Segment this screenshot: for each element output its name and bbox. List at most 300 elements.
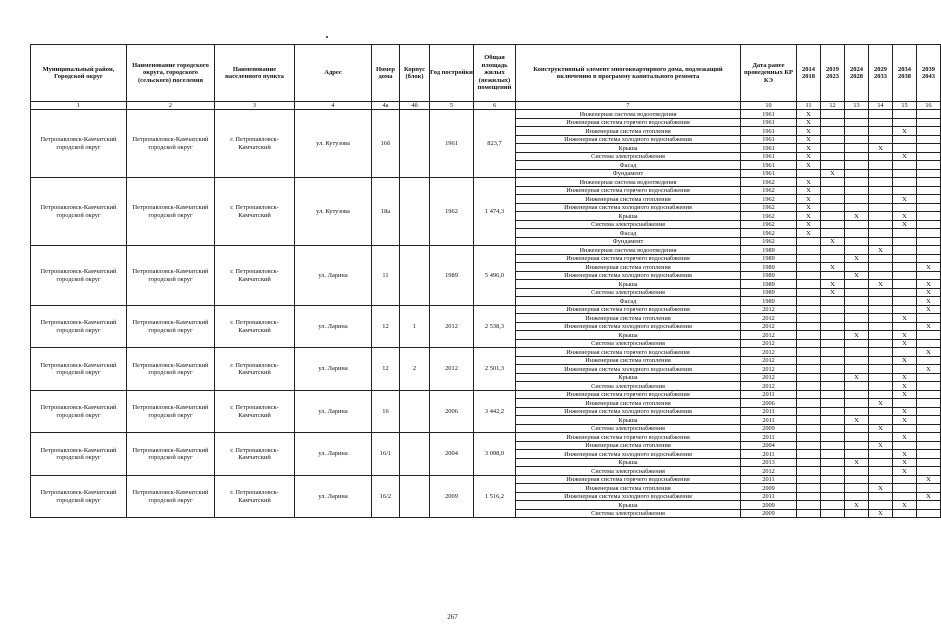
period-mark — [893, 237, 917, 246]
house-district: Петропавловск-Камчатский городской округ — [31, 348, 127, 391]
house-block — [400, 433, 430, 476]
period-mark — [869, 373, 893, 382]
period-mark: X — [797, 212, 821, 221]
period-mark — [797, 365, 821, 374]
period-mark — [821, 450, 845, 459]
column-header: Год постройки — [430, 45, 474, 102]
period-mark — [845, 492, 869, 501]
house-locality: г. Петропавловск-Камчатский — [215, 110, 295, 178]
element-repair-date: 1961 — [741, 118, 797, 127]
period-mark: X — [797, 178, 821, 187]
house-year: 2006 — [430, 390, 474, 433]
period-mark — [821, 424, 845, 433]
element-repair-date: 2011 — [741, 390, 797, 399]
column-number: 15 — [893, 102, 917, 110]
period-mark — [917, 212, 941, 221]
period-mark — [797, 271, 821, 280]
period-mark — [893, 246, 917, 255]
house-locality: г. Петропавловск-Камчатский — [215, 475, 295, 518]
house-settlement: Петропавловск-Камчатский городской округ — [127, 110, 215, 178]
period-mark — [797, 373, 821, 382]
element-name: Инженерная система отопления — [516, 127, 741, 136]
house-year: 2012 — [430, 348, 474, 391]
period-mark — [917, 220, 941, 229]
period-mark — [797, 331, 821, 340]
period-mark: X — [893, 501, 917, 510]
period-mark — [797, 322, 821, 331]
period-mark: X — [917, 348, 941, 357]
house-street: ул. Ларина — [295, 433, 372, 476]
element-name: Фасад — [516, 297, 741, 306]
period-mark — [869, 348, 893, 357]
period-mark — [797, 339, 821, 348]
period-mark: X — [893, 195, 917, 204]
table-row — [31, 246, 941, 255]
house-area: 1 516,2 — [474, 475, 516, 518]
house-settlement: Петропавловск-Камчатский городской округ — [127, 433, 215, 476]
period-mark: X — [917, 365, 941, 374]
period-mark — [845, 110, 869, 119]
period-mark — [893, 135, 917, 144]
period-mark — [821, 161, 845, 170]
period-mark — [821, 254, 845, 263]
period-mark — [869, 212, 893, 221]
element-repair-date: 1961 — [741, 161, 797, 170]
house-block — [400, 246, 430, 306]
element-repair-date: 1989 — [741, 254, 797, 263]
house-settlement: Петропавловск-Камчатский городской округ — [127, 246, 215, 306]
period-mark — [893, 424, 917, 433]
period-mark — [797, 475, 821, 484]
period-mark — [917, 450, 941, 459]
element-repair-date: 2011 — [741, 475, 797, 484]
period-mark — [917, 416, 941, 425]
element-name: Инженерная система холодного водоснабжения — [516, 203, 741, 212]
period-mark: X — [845, 271, 869, 280]
period-mark — [821, 135, 845, 144]
period-mark — [821, 110, 845, 119]
period-mark — [917, 390, 941, 399]
period-mark — [869, 271, 893, 280]
element-name: Система электроснабжения — [516, 220, 741, 229]
period-mark — [821, 178, 845, 187]
period-mark — [893, 280, 917, 289]
house-house: 16 — [372, 390, 400, 433]
element-repair-date: 2006 — [741, 399, 797, 408]
period-mark — [869, 390, 893, 399]
period-mark — [893, 178, 917, 187]
period-mark: X — [893, 331, 917, 340]
element-name: Инженерная система отопления — [516, 314, 741, 323]
column-number: 11 — [797, 102, 821, 110]
column-number: 2 — [127, 102, 215, 110]
period-mark: X — [869, 441, 893, 450]
element-repair-date: 2009 — [741, 501, 797, 510]
period-mark: X — [821, 280, 845, 289]
period-mark — [821, 118, 845, 127]
period-mark — [821, 195, 845, 204]
period-mark — [869, 220, 893, 229]
period-mark — [893, 161, 917, 170]
period-mark — [797, 501, 821, 510]
element-repair-date: 1989 — [741, 280, 797, 289]
element-repair-date: 1989 — [741, 271, 797, 280]
period-mark — [917, 169, 941, 178]
period-mark — [893, 110, 917, 119]
element-repair-date: 2012 — [741, 305, 797, 314]
period-mark — [869, 305, 893, 314]
period-mark — [869, 186, 893, 195]
period-mark — [797, 509, 821, 518]
element-repair-date: 2011 — [741, 492, 797, 501]
element-repair-date: 2011 — [741, 407, 797, 416]
element-repair-date: 2012 — [741, 322, 797, 331]
period-mark — [917, 186, 941, 195]
element-repair-date: 1962 — [741, 229, 797, 238]
house-area: 823,7 — [474, 110, 516, 178]
element-name: Система электроснабжения — [516, 424, 741, 433]
period-mark — [821, 220, 845, 229]
period-mark — [917, 484, 941, 493]
element-repair-date: 2013 — [741, 458, 797, 467]
period-mark — [917, 441, 941, 450]
element-repair-date: 1962 — [741, 195, 797, 204]
house-locality: г. Петропавловск-Камчатский — [215, 305, 295, 348]
period-mark — [917, 331, 941, 340]
house-year: 1989 — [430, 246, 474, 306]
column-header: Конструктивный элемент многоквартирного дома, подлежащий включению в программу капитального ремонта — [516, 45, 741, 102]
element-repair-date: 1961 — [741, 127, 797, 136]
scan-speck — [326, 36, 328, 38]
element-name: Инженерная система холодного водоснабжения — [516, 271, 741, 280]
period-mark — [797, 297, 821, 306]
period-mark — [869, 263, 893, 272]
element-repair-date: 1989 — [741, 288, 797, 297]
column-number: 4а — [372, 102, 400, 110]
period-mark — [821, 348, 845, 357]
house-block — [400, 475, 430, 518]
period-mark — [869, 314, 893, 323]
period-mark: X — [917, 263, 941, 272]
period-mark — [797, 288, 821, 297]
period-mark — [893, 441, 917, 450]
period-mark: X — [893, 356, 917, 365]
element-name: Крыша — [516, 212, 741, 221]
period-mark: X — [893, 212, 917, 221]
period-mark — [845, 356, 869, 365]
period-mark — [821, 441, 845, 450]
period-mark — [797, 450, 821, 459]
period-mark — [797, 348, 821, 357]
period-mark — [821, 433, 845, 442]
period-mark — [893, 484, 917, 493]
element-name: Инженерная система холодного водоснабжения — [516, 450, 741, 459]
element-name: Система электроснабжения — [516, 152, 741, 161]
period-mark — [869, 475, 893, 484]
period-mark: X — [869, 280, 893, 289]
period-mark — [821, 271, 845, 280]
element-repair-date: 2011 — [741, 450, 797, 459]
period-mark — [821, 331, 845, 340]
element-name: Фасад — [516, 161, 741, 170]
period-mark — [893, 271, 917, 280]
column-number: 5 — [430, 102, 474, 110]
period-mark — [797, 433, 821, 442]
house-settlement: Петропавловск-Камчатский городской округ — [127, 475, 215, 518]
period-mark — [845, 305, 869, 314]
period-mark — [845, 390, 869, 399]
element-repair-date: 1961 — [741, 152, 797, 161]
element-repair-date: 2012 — [741, 314, 797, 323]
element-repair-date: 2012 — [741, 467, 797, 476]
period-mark — [869, 501, 893, 510]
period-mark — [797, 407, 821, 416]
period-mark: X — [797, 152, 821, 161]
period-mark — [917, 339, 941, 348]
period-mark — [845, 450, 869, 459]
period-mark — [797, 305, 821, 314]
period-mark — [917, 509, 941, 518]
period-mark — [797, 246, 821, 255]
column-number: 16 — [917, 102, 941, 110]
element-name: Инженерная система горячего водоснабжения — [516, 186, 741, 195]
period-mark — [845, 237, 869, 246]
element-name: Инженерная система водоотведения — [516, 178, 741, 187]
period-mark — [821, 144, 845, 153]
period-mark — [917, 229, 941, 238]
house-district: Петропавловск-Камчатский городской округ — [31, 305, 127, 348]
house-area: 2 501,3 — [474, 348, 516, 391]
period-mark: X — [869, 144, 893, 153]
element-name: Инженерная система отопления — [516, 484, 741, 493]
period-mark: X — [797, 110, 821, 119]
period-mark — [845, 203, 869, 212]
element-name: Крыша — [516, 331, 741, 340]
period-mark: X — [917, 475, 941, 484]
period-mark — [845, 186, 869, 195]
period-mark — [893, 203, 917, 212]
period-mark — [821, 229, 845, 238]
table-row — [31, 178, 941, 187]
element-repair-date: 1962 — [741, 203, 797, 212]
element-name: Инженерная система отопления — [516, 263, 741, 272]
house-street: ул. Ларина — [295, 390, 372, 433]
period-mark — [869, 152, 893, 161]
house-year: 1961 — [430, 110, 474, 178]
column-header: Корпус (блок) — [400, 45, 430, 102]
column-header: Дата ранее проведенных КР КЭ — [741, 45, 797, 102]
period-mark — [917, 127, 941, 136]
house-locality: г. Петропавловск-Камчатский — [215, 348, 295, 391]
period-mark: X — [845, 254, 869, 263]
element-repair-date: 1962 — [741, 212, 797, 221]
house-locality: г. Петропавловск-Камчатский — [215, 246, 295, 306]
period-mark: X — [917, 288, 941, 297]
house-house: 11 — [372, 246, 400, 306]
table-row — [31, 390, 941, 399]
period-mark — [797, 254, 821, 263]
house-house: 16/1 — [372, 433, 400, 476]
period-mark — [869, 407, 893, 416]
period-mark — [821, 501, 845, 510]
period-mark: X — [869, 424, 893, 433]
column-number: 10 — [741, 102, 797, 110]
element-name: Инженерная система горячего водоснабжения — [516, 433, 741, 442]
element-name: Система электроснабжения — [516, 339, 741, 348]
period-mark — [821, 322, 845, 331]
element-repair-date: 1989 — [741, 297, 797, 306]
house-street: ул. Ларина — [295, 246, 372, 306]
period-mark — [869, 169, 893, 178]
element-repair-date: 2012 — [741, 356, 797, 365]
period-mark — [821, 314, 845, 323]
period-mark — [797, 399, 821, 408]
column-number: 1 — [31, 102, 127, 110]
period-mark — [845, 220, 869, 229]
period-mark — [893, 322, 917, 331]
period-mark — [917, 433, 941, 442]
period-mark — [845, 246, 869, 255]
period-mark — [797, 492, 821, 501]
period-mark — [869, 118, 893, 127]
house-year: 1962 — [430, 178, 474, 246]
period-mark — [917, 382, 941, 391]
element-repair-date: 1961 — [741, 135, 797, 144]
period-mark — [845, 280, 869, 289]
period-mark — [869, 467, 893, 476]
period-mark — [893, 492, 917, 501]
element-name: Инженерная система водоотведения — [516, 110, 741, 119]
period-mark — [845, 399, 869, 408]
house-area: 1 474,3 — [474, 178, 516, 246]
period-mark: X — [893, 220, 917, 229]
period-mark — [845, 288, 869, 297]
period-mark — [869, 195, 893, 204]
period-mark — [917, 467, 941, 476]
period-mark — [821, 416, 845, 425]
period-mark — [821, 339, 845, 348]
period-mark — [821, 475, 845, 484]
element-name: Крыша — [516, 280, 741, 289]
period-mark — [869, 229, 893, 238]
house-district: Петропавловск-Камчатский городской округ — [31, 390, 127, 433]
period-mark: X — [869, 246, 893, 255]
period-mark — [821, 484, 845, 493]
period-mark — [845, 195, 869, 204]
period-mark — [821, 509, 845, 518]
period-mark — [869, 161, 893, 170]
period-mark — [845, 144, 869, 153]
period-mark — [845, 433, 869, 442]
period-mark: X — [893, 450, 917, 459]
period-mark — [821, 467, 845, 476]
column-number: 4б — [400, 102, 430, 110]
period-mark: X — [845, 416, 869, 425]
period-mark — [917, 118, 941, 127]
period-mark — [917, 135, 941, 144]
period-mark — [845, 424, 869, 433]
period-mark — [893, 297, 917, 306]
period-mark — [917, 254, 941, 263]
period-mark — [821, 373, 845, 382]
house-house: 16/2 — [372, 475, 400, 518]
period-mark: X — [893, 127, 917, 136]
period-mark — [821, 305, 845, 314]
element-repair-date: 2012 — [741, 348, 797, 357]
period-mark — [893, 229, 917, 238]
period-mark: X — [845, 501, 869, 510]
period-mark — [917, 178, 941, 187]
house-area: 3 442,2 — [474, 390, 516, 433]
period-mark — [797, 169, 821, 178]
element-repair-date: 2012 — [741, 339, 797, 348]
house-block — [400, 110, 430, 178]
element-repair-date: 2011 — [741, 416, 797, 425]
house-district: Петропавловск-Камчатский городской округ — [31, 475, 127, 518]
house-house: 12 — [372, 348, 400, 391]
period-mark — [797, 416, 821, 425]
element-name: Инженерная система холодного водоснабжения — [516, 492, 741, 501]
period-mark: X — [797, 220, 821, 229]
period-mark — [821, 356, 845, 365]
element-repair-date: 1961 — [741, 169, 797, 178]
column-number: 3 — [215, 102, 295, 110]
period-mark — [797, 467, 821, 476]
period-mark — [869, 254, 893, 263]
element-repair-date: 1989 — [741, 246, 797, 255]
house-year: 2012 — [430, 305, 474, 348]
column-number: 4 — [295, 102, 372, 110]
house-area: 5 496,0 — [474, 246, 516, 306]
table-row — [31, 475, 941, 484]
period-mark — [797, 237, 821, 246]
element-repair-date: 1989 — [741, 263, 797, 272]
period-mark — [869, 458, 893, 467]
period-mark — [821, 492, 845, 501]
element-repair-date: 2012 — [741, 382, 797, 391]
period-mark: X — [797, 144, 821, 153]
period-mark — [821, 212, 845, 221]
column-header: 2014 2018 — [797, 45, 821, 102]
element-name: Крыша — [516, 501, 741, 510]
period-mark — [797, 484, 821, 493]
column-header: 2034 2038 — [893, 45, 917, 102]
period-mark — [845, 127, 869, 136]
house-year: 2009 — [430, 475, 474, 518]
period-mark — [797, 458, 821, 467]
period-mark — [797, 280, 821, 289]
period-mark: X — [893, 416, 917, 425]
period-mark — [917, 356, 941, 365]
period-mark — [821, 127, 845, 136]
period-mark — [869, 450, 893, 459]
period-mark: X — [893, 382, 917, 391]
period-mark: X — [797, 203, 821, 212]
period-mark — [845, 135, 869, 144]
period-mark — [893, 305, 917, 314]
period-mark — [797, 356, 821, 365]
element-name: Инженерная система горячего водоснабжения — [516, 390, 741, 399]
house-block: 1 — [400, 305, 430, 348]
period-mark — [845, 263, 869, 272]
period-mark — [845, 169, 869, 178]
column-number: 13 — [845, 102, 869, 110]
period-mark: X — [917, 492, 941, 501]
period-mark: X — [797, 161, 821, 170]
element-name: Инженерная система отопления — [516, 356, 741, 365]
period-mark — [917, 407, 941, 416]
element-name: Крыша — [516, 458, 741, 467]
